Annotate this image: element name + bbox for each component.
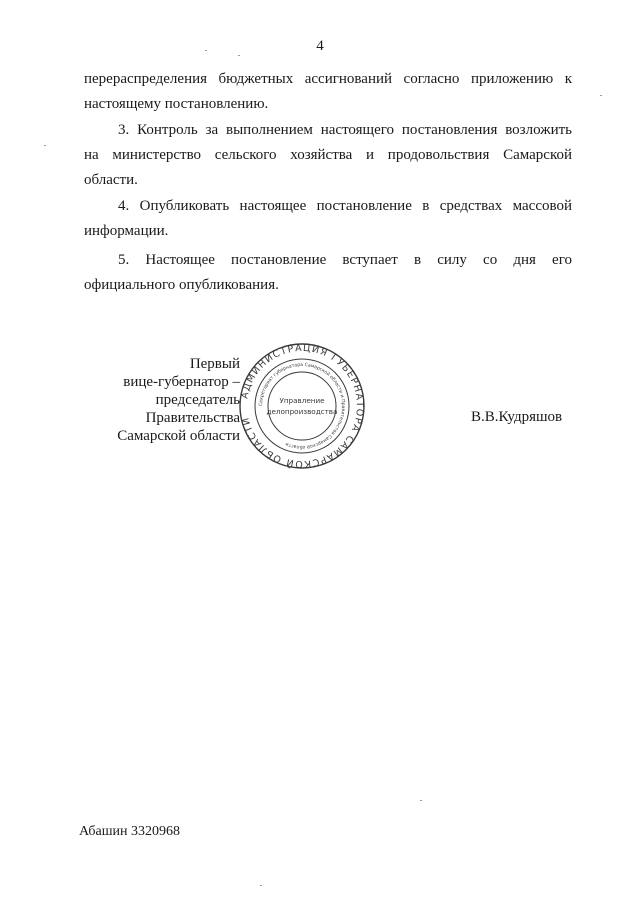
- stamp-middle-ring: [255, 359, 349, 453]
- footer-executor-code: Абашин 3320968: [79, 824, 181, 839]
- paragraph-line: перераспределения бюджетных ассигнований согласно приложению к: [84, 71, 572, 87]
- paragraph-line: 5. Настоящее постановление вступает в силу со дня его: [118, 252, 572, 268]
- paragraph-line: официального опубликования.: [84, 277, 279, 293]
- paragraph-budget-redistribution: [84, 67, 572, 117]
- paragraph-effective-date: [84, 248, 572, 298]
- stamp-inner-ring: [268, 372, 336, 440]
- signatory-position-line: вице-губернатор –: [123, 374, 240, 390]
- stamp-center-line: делопроизводства: [266, 407, 338, 416]
- signatory-position-line: Самарской области: [117, 428, 240, 444]
- paragraph-publish: [84, 194, 572, 244]
- paragraph-line: настоящему постановлению.: [84, 96, 269, 112]
- scan-speck: [420, 800, 422, 801]
- paragraph-line: 3. Контроль за выполнением настоящего постановления возложить: [118, 122, 572, 138]
- stamp-inner-ring-text: Секретариат губернатора Самарской области и Правительства Самарской области: [258, 362, 346, 450]
- scan-speck: [205, 50, 207, 51]
- signatory-position-line: председатель Правительства: [145, 392, 240, 426]
- stamp-outer-text: АДМИНИСТРАЦИЯ ГУБЕРНАТОРА САМАРСКОЙ ОБЛАСТИ: [239, 342, 366, 470]
- official-stamp: [238, 342, 366, 470]
- signatory-position-line: Первый: [189, 356, 240, 372]
- scan-speck: [600, 95, 602, 96]
- paragraph-line: области.: [84, 172, 138, 188]
- signatory-name: В.В.Кудряшов: [471, 409, 563, 425]
- stamp-center-line: Управление: [279, 396, 325, 405]
- signatory-position: [60, 355, 240, 445]
- page-number: 4: [316, 38, 324, 54]
- paragraph-line: информации.: [84, 223, 169, 239]
- scan-speck: [260, 885, 262, 886]
- paragraph-line: на министерство сельского хозяйства и продовольствия Самарской: [84, 147, 572, 163]
- paragraph-control: [84, 118, 572, 193]
- scan-speck: [44, 145, 46, 146]
- paragraph-line: 4. Опубликовать настоящее постановление в средствах массовой: [118, 198, 572, 214]
- scan-speck: [238, 55, 240, 56]
